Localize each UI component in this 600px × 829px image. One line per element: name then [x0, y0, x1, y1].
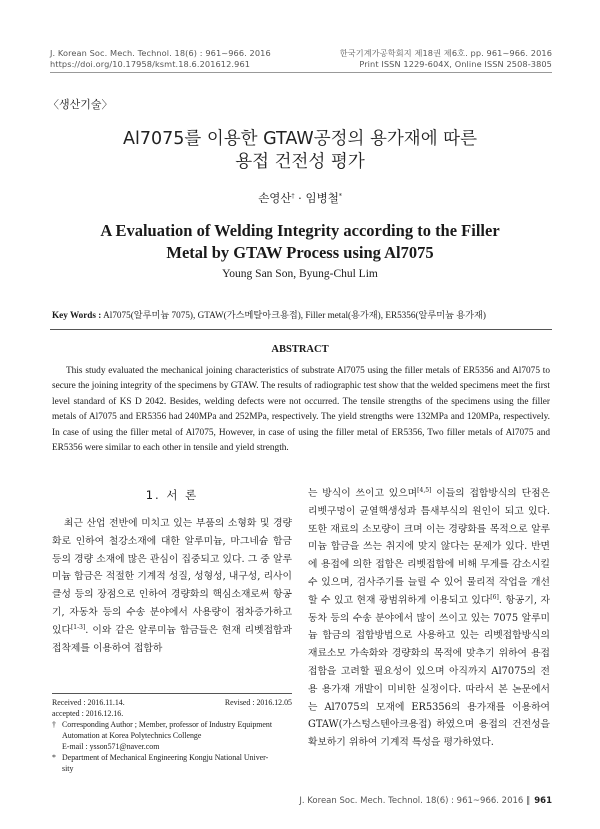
running-header-left — [50, 48, 271, 70]
dagger-mark: † — [52, 720, 56, 729]
journal-citation: J. Korean Soc. Mech. Technol. 18(6) : 961~966. 2016 — [50, 48, 271, 58]
intro-text: 는 방식이 쓰이고 있으며 — [308, 488, 418, 499]
intro-text: 이들의 접합방식의 단점은 리벳구멍이 균열핵생성과 틈새부식의 원인이 되고 있다. 또한 재료의 소모량이 크며 이는 경량화를 목적으로 알루미늄 합금을 쓰는 취지에 맞지 않다는 문제가 있다. 반면에 용접에 의한 접합은 리벳접합에 비해 무게를 감소시킬 수 있으며, 검사주기를 늘릴 수 있어 물리적 작업을 개선할 수 있고 현재 광범위하게 이용되고 있다 — [308, 488, 550, 606]
asterisk-mark: * — [52, 753, 56, 762]
corresponding-author-note — [52, 719, 294, 730]
page-footer — [299, 796, 552, 806]
intro-column-right — [308, 485, 550, 752]
department-note — [52, 752, 294, 763]
intro-text: . 항공기, 자동차 등의 수송 분야에서 많이 쓰이고 있는 7075 알루미늄 합금의 접합방법으로 사용하고 있는 리벳접합방식의 재료소모 가속화와 경량화의 목적에 맞추기 위하여 용접접합을 고려할 필요성이 있으며 아직까지 Al7075의 전용 용가재 개발이 미비한 실정이다. 따라서 본 논문에서는 Al7075의 모재에 ER5356의 용가재를 이용하여 GTAW(가스텅스텐아크용접) 하였으며 용접의 건전성을 확보하기 위하여 기계적 특성을 평가하였다. — [308, 594, 550, 749]
author-ko-1: 손영산 — [258, 191, 292, 205]
title-en-line-2: Metal by GTAW Process using Al7075 — [166, 243, 434, 262]
received-date-row — [52, 697, 294, 708]
keywords — [52, 307, 552, 321]
authors-english: Young San Son, Byung-Chul Lim — [222, 268, 378, 280]
footnote-rule — [52, 693, 292, 694]
author-email[interactable]: E-mail : ysson571@naver.com — [62, 742, 160, 751]
paper-title-korean — [0, 128, 600, 174]
intro-text: . 이와 같은 알루미늄 합금들은 현재 리벳접합과 접착제를 이용하여 접합하 — [52, 624, 292, 654]
received-date: Received : 2016.11.14. — [52, 698, 125, 707]
accepted-date: accepted : 2016.12.16. — [52, 709, 124, 718]
authors-korean — [0, 190, 600, 206]
intro-text: 최근 산업 전반에 미치고 있는 부품의 소형화 및 경량화로 인하여 철강소재에 대한 알루미늄, 마그네슘 합금 등의 경량 소재에 많은 관심이 집중되고 있다. 그 중 알루미늄 합금은 적절한 기계적 성질, 성형성, 내구성, 리사이클성 등의 장점으로 인하여 경량화의 핵심소재로써 항공기, 자동차 등의 수송 분야에서 사용량이 점차증가하고 있다 — [52, 518, 292, 636]
affiliation-mark: * — [338, 193, 342, 200]
citation-ref[interactable]: [4,5] — [417, 487, 432, 494]
journal-citation-ko: 한국기계가공학회지 제18권 제6호. pp. 961~966. 2016 — [339, 48, 552, 58]
author-separator: · — [294, 191, 306, 205]
abstract-body: This study evaluated the mechanical joining characteristics of substrate Al7075 using the filler metals of ER5356 and Al7075 to secure the joining integrity of the specimens by GTAW. The results of radiographic test show that the welded specimens meet the first level standard of KS D 2042. Besides, welding defects were not occurred. The tensile strengths of the specimens using the filler metals of Al7075 and ER5356 had 240MPa and 252MPa, respectively. The yield strengths were 132MPa and 120MPa, respectively. In case of using the filler metal of Al7075, However, in case of using the filler metal of ER5356, Two filler metals of Al7075 and ER5356 were similar to each other in tensile and yield strength. — [52, 366, 550, 454]
page-number: 961 — [534, 796, 552, 806]
citation-ref[interactable]: [6] — [490, 593, 499, 601]
citation-ref[interactable]: [1-3] — [70, 623, 86, 631]
section-label: 〈생산기술〉 — [48, 98, 113, 111]
department-line-2: sity — [62, 764, 74, 773]
section-1-heading: 1. 서 론 — [145, 488, 199, 502]
footer-separator: ‖ — [526, 796, 531, 806]
abstract-heading: ABSTRACT — [271, 344, 329, 355]
paper-title-english — [60, 220, 540, 264]
author-ko-2: 임병철 — [305, 191, 339, 205]
title-ko-line-1: Al7075를 이용한 GTAW공정의 용가재에 따른 — [123, 129, 477, 149]
issn-line: Print ISSN 1229-604X, Online ISSN 2508-3805 — [359, 59, 552, 69]
corresponding-line-2: Automation at Korea Polytechnics Collenge — [62, 731, 202, 740]
department-line-1: Department of Mechanical Engineering Kongju National Univer- — [62, 753, 269, 762]
corresponding-mark: † — [291, 193, 295, 200]
keywords-label: Key Words : — [52, 310, 102, 320]
title-ko-line-2: 용접 건전성 평가 — [235, 152, 365, 172]
footer-citation: J. Korean Soc. Mech. Technol. 18(6) : 961~966. 2016 — [299, 796, 524, 806]
intro-column-left — [52, 515, 292, 657]
header-rule — [50, 72, 552, 73]
running-header-right — [340, 48, 552, 70]
keywords-text: Al7075(알루미늄 7075), GTAW(가스메탈아크용접), Filler metal(용가재), ER5356(알루미늄 용가재) — [103, 310, 486, 320]
revised-date: Revised : 2016.12.05 — [224, 698, 292, 707]
corresponding-line-1: Corresponding Author ; Member, professor of Industry Equipment — [62, 720, 273, 729]
footnotes — [52, 697, 294, 774]
title-en-line-1: A Evaluation of Welding Integrity according to the Filler — [100, 221, 500, 240]
doi-link[interactable]: https://doi.org/10.17958/ksmt.18.6.201612.961 — [50, 59, 251, 69]
keywords-rule — [50, 329, 552, 330]
